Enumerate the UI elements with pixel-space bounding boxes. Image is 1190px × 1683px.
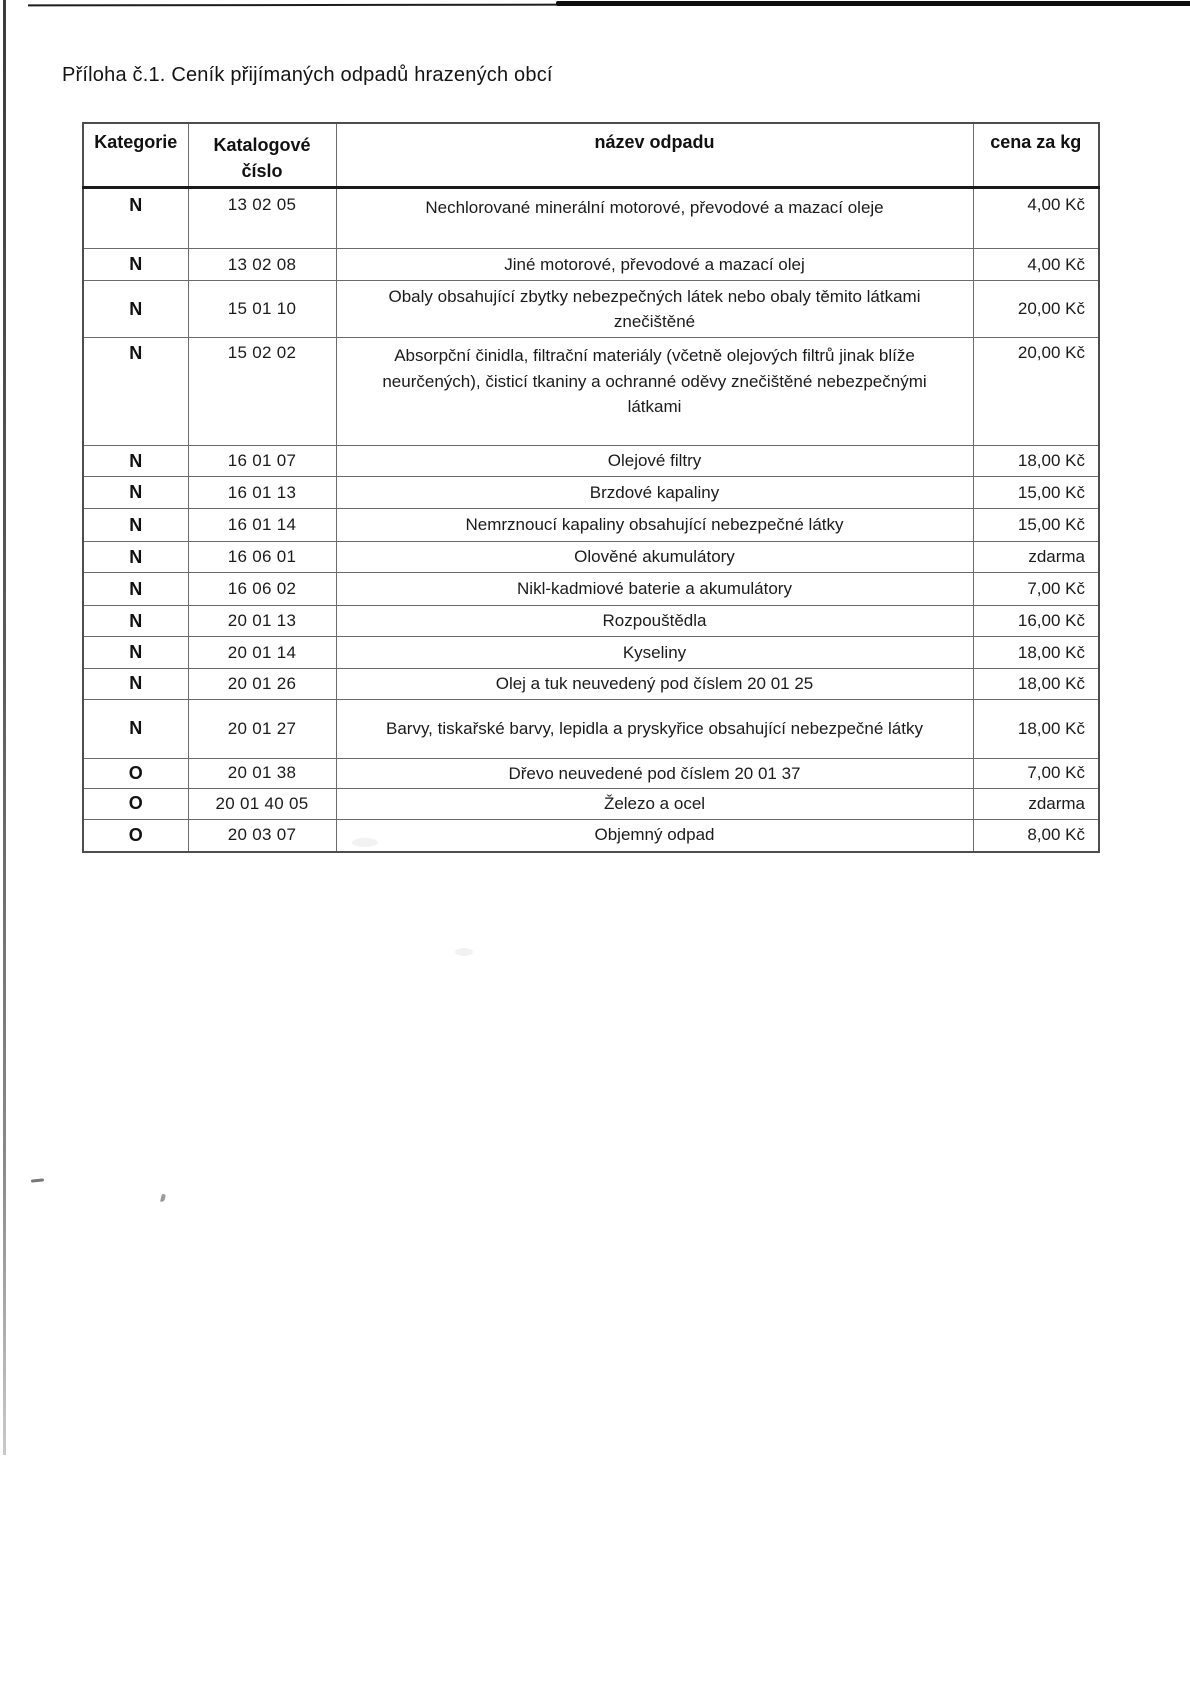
catalog-number-cell: 15 02 02	[188, 338, 336, 446]
price-cell: 20,00 Kč	[973, 281, 1099, 338]
category-cell: N	[83, 446, 188, 477]
category-cell: N	[83, 669, 188, 700]
scan-smudge-artifact	[455, 948, 473, 956]
price-cell: 15,00 Kč	[973, 509, 1099, 542]
table-row	[83, 281, 1099, 338]
waste-name-cell: Objemný odpad	[336, 819, 973, 852]
catalog-number-cell: 20 01 14	[188, 637, 336, 669]
table-row	[83, 477, 1099, 509]
price-cell: 7,00 Kč	[973, 573, 1099, 606]
category-cell: O	[83, 789, 188, 820]
category-cell: N	[83, 477, 188, 509]
waste-price-table	[82, 122, 1100, 853]
category-cell: O	[83, 819, 188, 852]
catalog-number-cell: 16 01 14	[188, 509, 336, 542]
waste-name-cell: Olověné akumulátory	[336, 542, 973, 573]
scan-edge-artifact	[3, 0, 6, 1455]
table-row	[83, 789, 1099, 820]
waste-name-cell: Brzdové kapaliny	[336, 477, 973, 509]
table-row	[83, 509, 1099, 542]
price-cell: 16,00 Kč	[973, 606, 1099, 637]
scan-edge-artifact	[28, 4, 573, 7]
table-row	[83, 758, 1099, 789]
price-cell: 18,00 Kč	[973, 699, 1099, 758]
waste-name-cell: Olej a tuk neuvedený pod číslem 20 01 25	[336, 669, 973, 700]
price-cell: 18,00 Kč	[973, 637, 1099, 669]
category-cell: O	[83, 758, 188, 789]
scan-speck-artifact	[31, 1178, 44, 1182]
table-body	[83, 188, 1099, 852]
table-row	[83, 338, 1099, 446]
table-row	[83, 699, 1099, 758]
header-waste-name: název odpadu	[336, 123, 973, 188]
price-cell: zdarma	[973, 789, 1099, 820]
waste-name-cell: Nemrznoucí kapaliny obsahující nebezpečné látky	[336, 509, 973, 542]
catalog-number-cell: 13 02 05	[188, 188, 336, 249]
table-row	[83, 446, 1099, 477]
waste-name-cell: Dřevo neuvedené pod číslem 20 01 37	[336, 758, 973, 789]
catalog-number-cell: 20 01 40 05	[188, 789, 336, 820]
catalog-number-cell: 15 01 10	[188, 281, 336, 338]
price-cell: 7,00 Kč	[973, 758, 1099, 789]
header-category: Kategorie	[83, 123, 188, 188]
category-cell: N	[83, 637, 188, 669]
catalog-number-cell: 13 02 08	[188, 249, 336, 281]
waste-name-cell: Absorpční činidla, filtrační materiály (včetně olejových filtrů jinak blíže neurčených), čisticí tkaniny a ochranné oděvy znečištěné nebezpečnými látkami	[336, 338, 973, 446]
scan-speck-artifact	[160, 1194, 166, 1203]
category-cell: N	[83, 699, 188, 758]
waste-name-cell: Obaly obsahující zbytky nebezpečných látek nebo obaly těmito látkami znečištěné	[336, 281, 973, 338]
catalog-number-cell: 16 01 13	[188, 477, 336, 509]
table-row	[83, 542, 1099, 573]
scan-edge-artifact	[556, 1, 1190, 6]
catalog-number-cell: 16 01 07	[188, 446, 336, 477]
table-row	[83, 249, 1099, 281]
price-cell: 8,00 Kč	[973, 819, 1099, 852]
price-cell: 4,00 Kč	[973, 249, 1099, 281]
category-cell: N	[83, 249, 188, 281]
waste-name-cell: Rozpouštědla	[336, 606, 973, 637]
price-cell: 18,00 Kč	[973, 669, 1099, 700]
category-cell: N	[83, 281, 188, 338]
waste-name-cell: Nechlorované minerální motorové, převodové a mazací oleje	[336, 188, 973, 249]
waste-name-cell: Jiné motorové, převodové a mazací olej	[336, 249, 973, 281]
table-header-row	[83, 123, 1099, 188]
header-catalog-number: Katalogové číslo	[188, 123, 336, 188]
category-cell: N	[83, 338, 188, 446]
table-row	[83, 188, 1099, 249]
price-cell: 4,00 Kč	[973, 188, 1099, 249]
category-cell: N	[83, 188, 188, 249]
category-cell: N	[83, 606, 188, 637]
catalog-number-cell: 20 01 13	[188, 606, 336, 637]
header-price-per-kg: cena za kg	[973, 123, 1099, 188]
waste-name-cell: Nikl-kadmiové baterie a akumulátory	[336, 573, 973, 606]
category-cell: N	[83, 542, 188, 573]
waste-name-cell: Kyseliny	[336, 637, 973, 669]
price-cell: 20,00 Kč	[973, 338, 1099, 446]
catalog-number-cell: 16 06 02	[188, 573, 336, 606]
table-row	[83, 819, 1099, 852]
category-cell: N	[83, 509, 188, 542]
catalog-number-cell: 16 06 01	[188, 542, 336, 573]
waste-name-cell: Železo a ocel	[336, 789, 973, 820]
table-row	[83, 606, 1099, 637]
page-title: Příloha č.1. Ceník přijímaných odpadů hrazených obcí	[62, 64, 553, 86]
catalog-number-cell: 20 01 27	[188, 699, 336, 758]
category-cell: N	[83, 573, 188, 606]
waste-name-cell: Olejové filtry	[336, 446, 973, 477]
table-row	[83, 669, 1099, 700]
table-row	[83, 637, 1099, 669]
waste-name-cell: Barvy, tiskařské barvy, lepidla a pryskyřice obsahující nebezpečné látky	[336, 699, 973, 758]
catalog-number-cell: 20 01 38	[188, 758, 336, 789]
catalog-number-cell: 20 01 26	[188, 669, 336, 700]
table-row	[83, 573, 1099, 606]
price-cell: 15,00 Kč	[973, 477, 1099, 509]
price-cell: zdarma	[973, 542, 1099, 573]
catalog-number-cell: 20 03 07	[188, 819, 336, 852]
price-cell: 18,00 Kč	[973, 446, 1099, 477]
